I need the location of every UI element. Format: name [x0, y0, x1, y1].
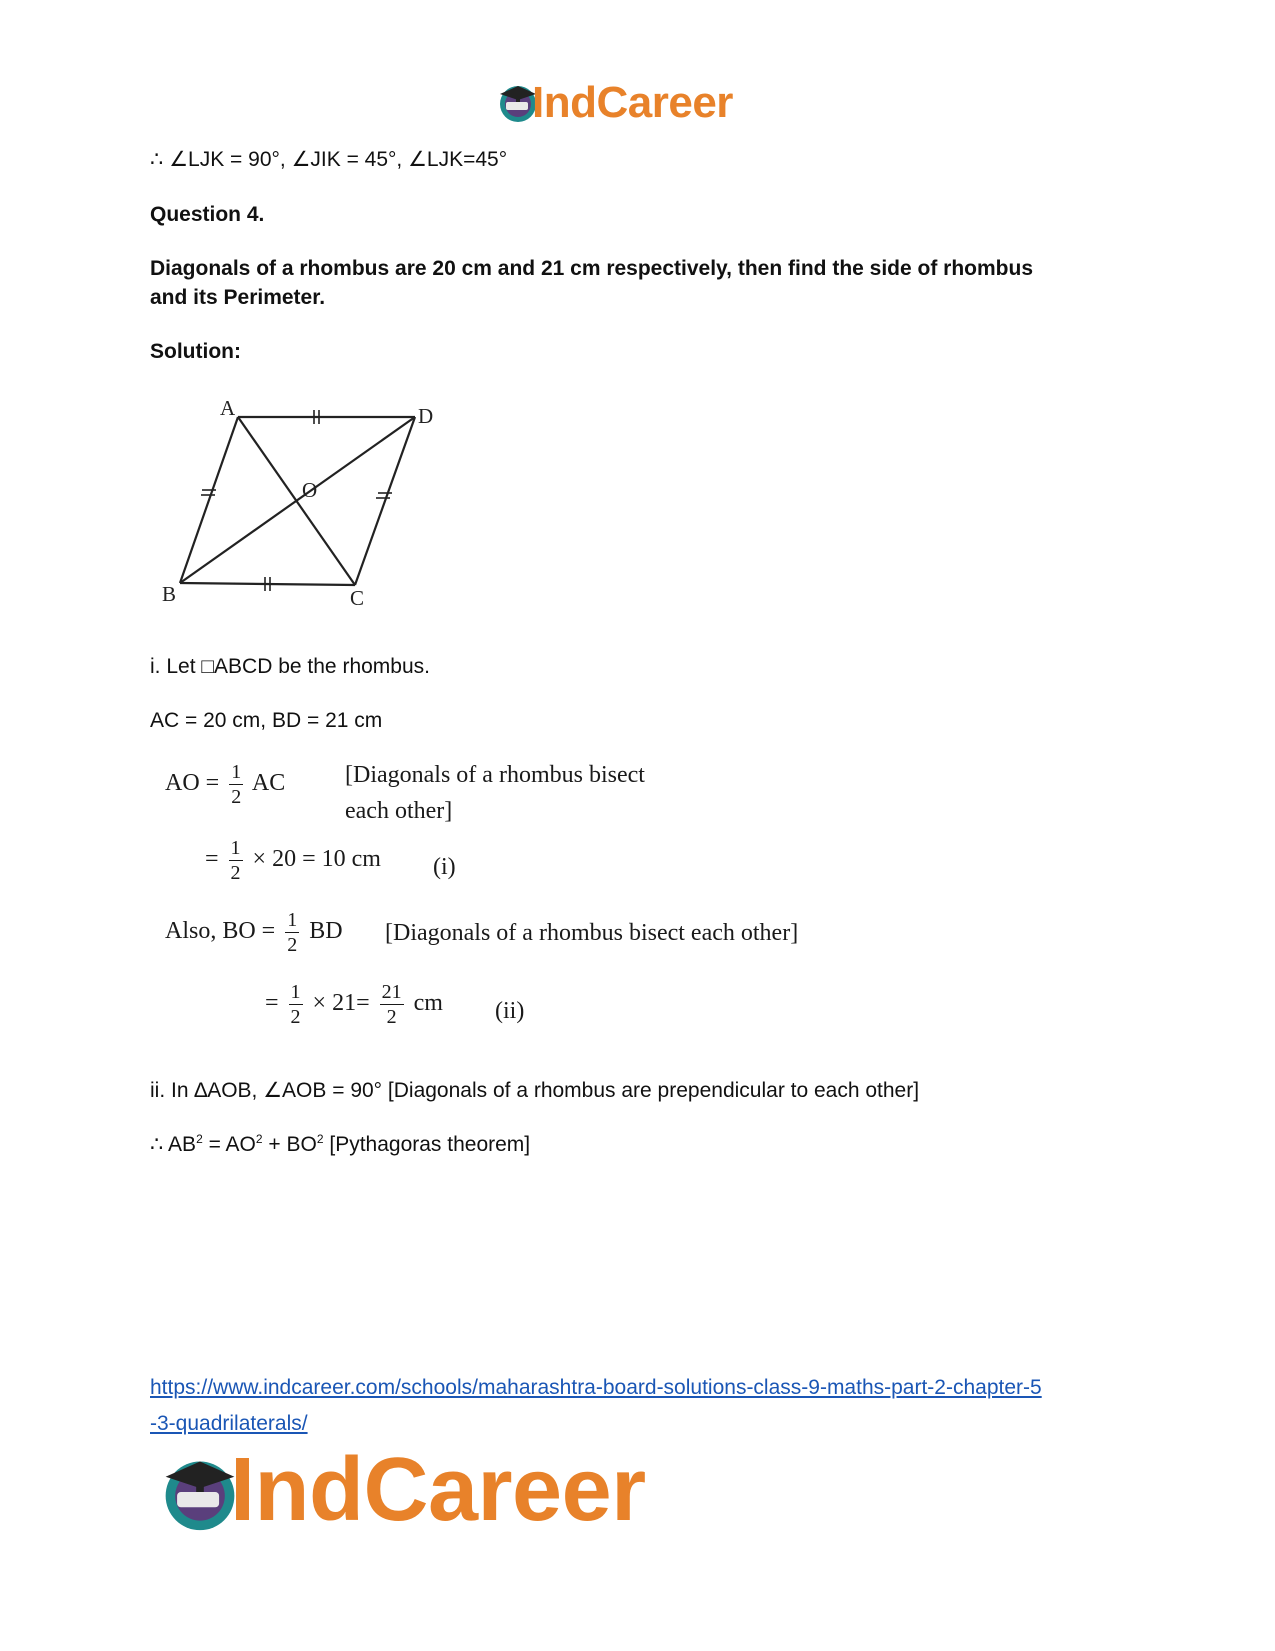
- question-text-line-1: Diagonals of a rhombus are 20 cm and 21 cm respectively, then find the side of rhombus: [150, 257, 1034, 280]
- header-logo: [496, 78, 766, 128]
- half-fraction: $\frac{1}{2}$: [231, 761, 242, 808]
- bo-equation: [165, 910, 343, 955]
- ao-lhs: AO =: [165, 770, 220, 797]
- ac-term: AC: [251, 770, 286, 797]
- twentyone-half-fraction: $\frac{21}{2}$: [381, 981, 402, 1028]
- equation-label-i: (i): [433, 854, 456, 880]
- half-fraction: $\frac{1}{2}$: [230, 837, 241, 884]
- step-2-line: ii. In ∆AOB, ∠AOB = 90° [Diagonals of a rhombus are prependicular to each other]: [150, 1079, 920, 1102]
- bd-term: BD: [309, 918, 343, 945]
- side-cb: [180, 583, 355, 585]
- reason-2: [Diagonals of a rhombus bisect each other]: [385, 920, 799, 946]
- bo-value-equation: = $\frac{1}{2}$ × 21= $\frac{21}{2}$ cm: [265, 981, 443, 1028]
- ao-value-equation: = $\frac{1}{2}$ × 20 = 10 cm: [205, 837, 381, 884]
- source-url-link[interactable]: [150, 1370, 1042, 1442]
- question-heading: Question 4.: [150, 203, 265, 226]
- pythagoras-line: ∴ $AB^2 = AO^2 + BO^2$ [Pythagoras theorem]: [150, 1132, 531, 1156]
- source-url-line-1: https://www.indcareer.com/schools/maharashtra-board-solutions-class-9-maths-part-2-chapter-5: [150, 1376, 1042, 1399]
- half-fraction: $\frac{1}{2}$: [290, 981, 301, 1028]
- footer-logo: [158, 1440, 718, 1546]
- bo-lhs: Also, BO =: [165, 918, 276, 945]
- given-diagonals-line: AC = 20 cm, BD = 21 cm: [150, 709, 383, 732]
- header-brand-text: IndCareer: [532, 78, 733, 127]
- vertex-label-c: C: [350, 586, 365, 610]
- footer-brand-text: IndCareer: [230, 1440, 646, 1540]
- step-1-line: i. Let □ABCD be the rhombus.: [150, 655, 430, 678]
- source-url-line-2: -3-quadrilaterals/: [150, 1412, 308, 1435]
- angle-result-line: ∴ ∠LJK = 90°, ∠JIK = 45°, ∠LJK=45°: [150, 148, 508, 171]
- reason-1-line-2: each other]: [345, 798, 453, 824]
- vertex-label-d: D: [418, 404, 434, 428]
- reason-1-line-1: [Diagonals of a rhombus bisect: [345, 762, 645, 788]
- working-block: [165, 762, 865, 1042]
- question-text-line-2: and its Perimeter.: [150, 286, 326, 309]
- vertex-label-b: B: [162, 582, 177, 606]
- equation-label-ii: (ii): [495, 998, 525, 1024]
- side-ba: [180, 417, 238, 583]
- solution-heading: Solution:: [150, 340, 241, 363]
- side-dc: [355, 417, 415, 585]
- center-label-o: O: [302, 478, 318, 502]
- half-fraction: $\frac{1}{2}$: [287, 909, 298, 956]
- diagonal-bd: [180, 417, 415, 583]
- vertex-label-a: A: [220, 396, 236, 420]
- ao-equation: [165, 762, 285, 807]
- rhombus-diagram: [150, 395, 450, 610]
